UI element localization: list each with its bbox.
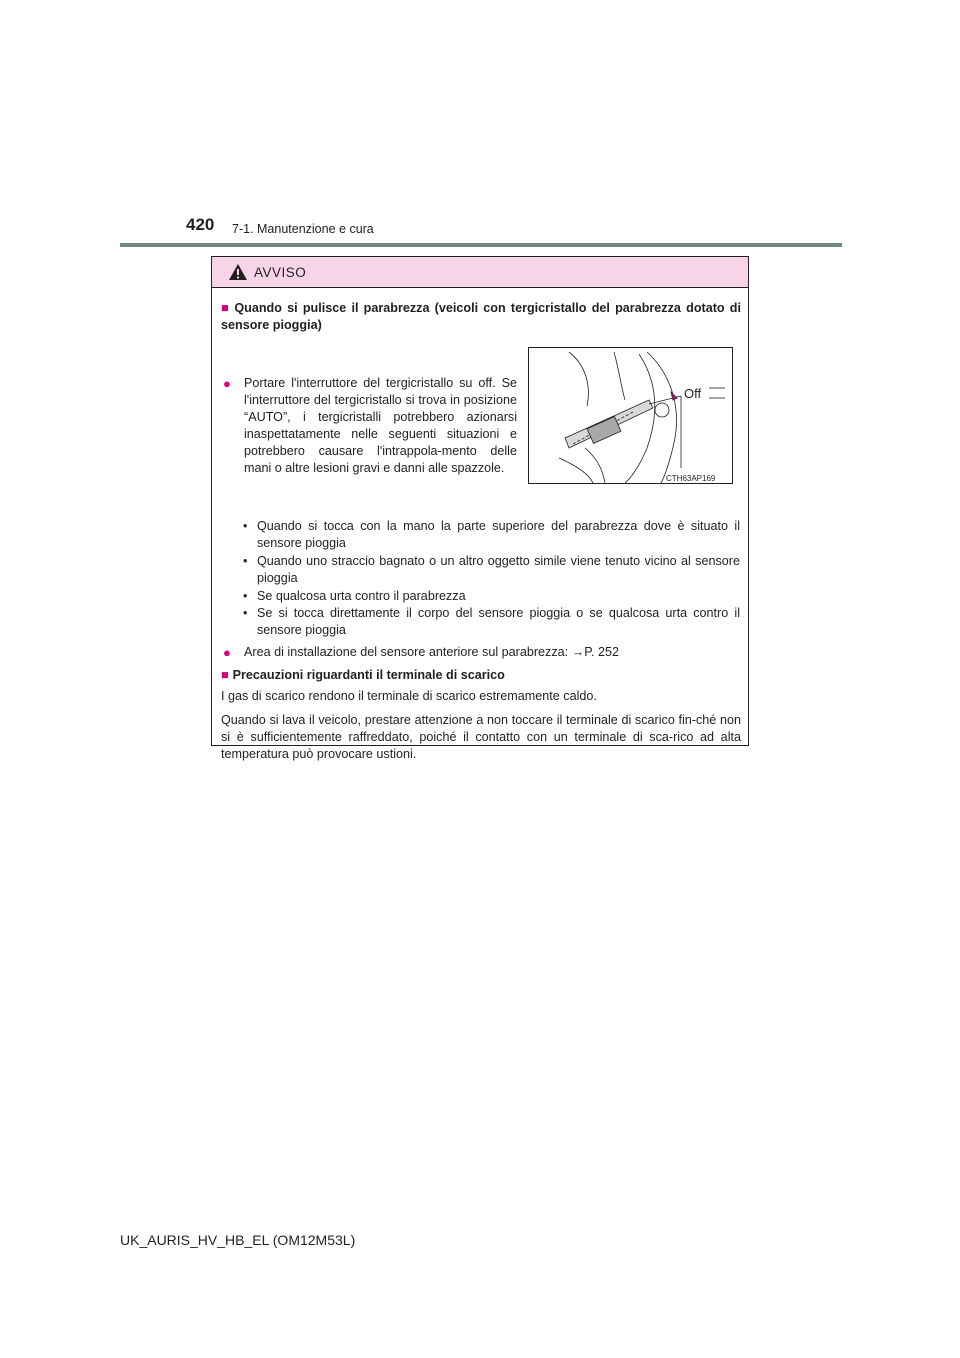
warning-triangle-icon (228, 263, 248, 281)
list-item: • Se qualcosa urta contro il parabrezza (243, 588, 740, 605)
square-bullet-icon: ■ (221, 668, 229, 682)
warning-header (212, 257, 748, 288)
exhaust-paragraph-1: I gas di scarico rendono il terminale di scarico estremamente caldo. (221, 689, 597, 703)
list-item: • Quando si tocca con la mano la parte superiore del parabrezza dove è situato il sensore pioggia (243, 519, 740, 550)
warning-title: AVVISO (254, 264, 307, 280)
list-item-text: Se qualcosa urta contro il parabrezza (257, 589, 466, 603)
wiper-switch-figure (528, 347, 733, 484)
bullet-sensor-area: Area di installazione del sensore anteriore sul parabrezza: →P. 252 (244, 645, 620, 659)
section-title: 7-1. Manutenzione e cura (232, 222, 374, 236)
figure-code: CTH63AP169 (666, 474, 716, 483)
document-code: UK_AURIS_HV_HB_EL (OM12M53L) (120, 1232, 356, 1248)
list-item: • Quando uno straccio bagnato o un altro oggetto simile viene tenuto vicino al sensore pioggia (243, 554, 740, 585)
square-bullet-icon: ■ (221, 301, 231, 315)
header-rule (120, 243, 842, 247)
exhaust-paragraph-2: Quando si lava il veicolo, prestare attenzione a non toccare il terminale di scarico fin-ché non si è sufficientemente raffreddato, poiché il contatto con un terminale di sca-rico ad alta temperatura può provocare ustioni. (221, 713, 741, 761)
circle-bullet-icon: ● (223, 645, 231, 660)
heading-windshield-text: Quando si pulisce il parabrezza (veicoli con tergicristallo del parabrezza dotato di sensore pioggia) (221, 301, 742, 332)
heading-exhaust-text: Precauzioni riguardanti il terminale di scarico (232, 668, 505, 682)
heading-windshield (221, 300, 741, 334)
warning-box (211, 256, 749, 761)
wiper-lever-illustration (529, 348, 732, 483)
list-item-text: Se si tocca direttamente il corpo del sensore pioggia o se qualcosa urta contro il sensore pioggia (257, 606, 740, 637)
list-item-text: Quando si tocca con la mano la parte superiore del parabrezza dove è situato il sensore pioggia (257, 519, 740, 550)
list-item: • Se si tocca direttamente il corpo del sensore pioggia o se qualcosa urta contro il sensore pioggia (243, 606, 740, 637)
circle-bullet-icon: ● (223, 376, 231, 391)
heading-exhaust (221, 667, 741, 684)
page-number: 420 (186, 215, 215, 234)
bullet-wiper-off: Portare l'interruttore del tergicristallo su off. Se l'interruttore del tergicristallo si trova in posizione “AUTO”, i tergicristalli potrebbero azionarsi inaspettatamente nelle seguenti situazioni e potrebbero causare l'intrappola-mento delle mani o altre lesioni gravi e danni alle spazzole. (244, 376, 517, 475)
off-label: Off (684, 386, 702, 401)
list-item-text: Quando uno straccio bagnato o un altro oggetto simile viene tenuto vicino al sensore pioggia (257, 554, 740, 585)
